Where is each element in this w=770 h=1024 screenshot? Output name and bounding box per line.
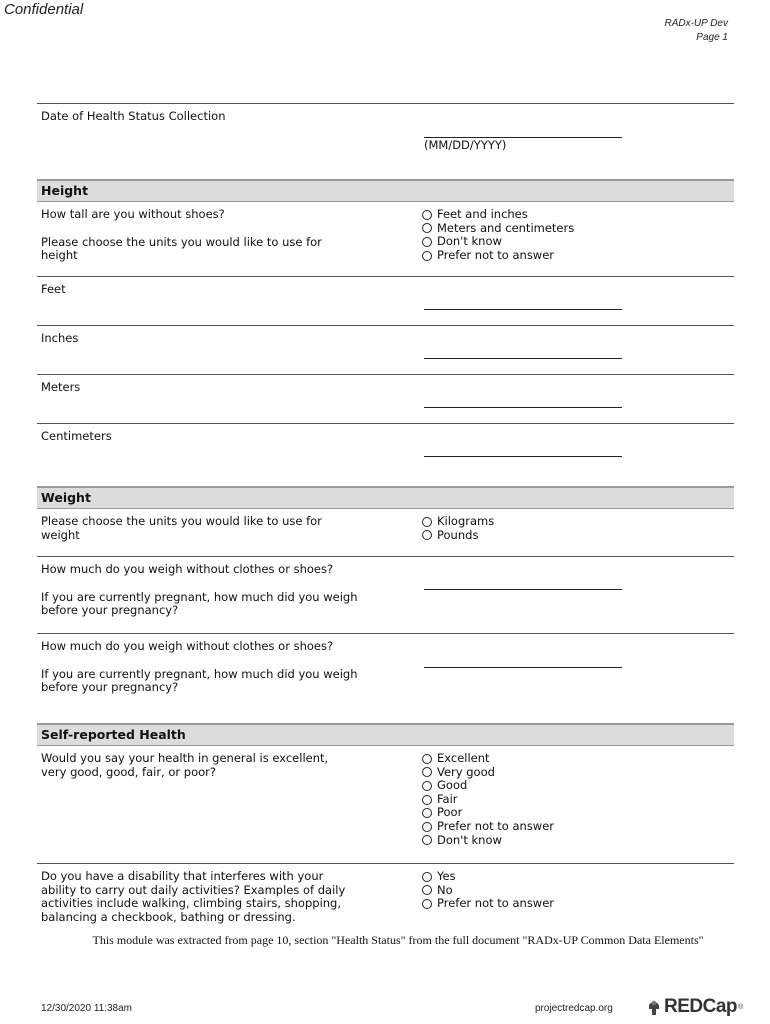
height-option-prefer-not[interactable] (422, 249, 574, 263)
confidential-label: Confidential (4, 1, 84, 18)
site-link[interactable]: projectredcap.org (535, 1003, 613, 1014)
radio-icon[interactable] (422, 767, 432, 777)
project-info (664, 17, 728, 45)
radio-icon[interactable] (422, 237, 432, 247)
weight-row-1 (37, 556, 734, 633)
project-name: RADx-UP Dev (664, 18, 728, 29)
redcap-logo-text: REDCap (664, 996, 738, 1017)
weight-units-question: Please choose the units you would like to use for weight (41, 514, 322, 542)
health-option-dont-know[interactable] (422, 834, 554, 848)
date-format-hint: (MM/DD/YYYY) (424, 138, 507, 152)
weigh-question-text: How much do you weigh without clothes or shoes? (41, 562, 334, 576)
date-collection-row (37, 103, 734, 179)
option-label: Feet and inches (437, 207, 528, 221)
radio-icon[interactable] (422, 210, 432, 220)
radio-icon[interactable] (422, 899, 432, 909)
page-number: Page 1 (696, 32, 728, 43)
disability-option-prefer-not[interactable] (422, 897, 554, 911)
height-units-row (37, 202, 734, 276)
health-option-prefer-not[interactable] (422, 820, 554, 834)
radio-icon[interactable] (422, 872, 432, 882)
weight-field-1[interactable] (424, 589, 622, 590)
meters-label: Meters (41, 380, 81, 394)
redcap-mark-icon (646, 998, 662, 1016)
module-source-note: This module was extracted from page 10, section "Health Status" from the full document "RADx-UP Common Data Elements" (92, 933, 704, 947)
height-option-meters-cm[interactable] (422, 222, 574, 236)
pregnancy-question-text: If you are currently pregnant, how much did you weigh before your pregnancy? (41, 589, 358, 618)
radio-icon[interactable] (422, 781, 432, 791)
height-option-dont-know[interactable] (422, 235, 574, 249)
registered-mark: ® (738, 1003, 743, 1011)
weight-units-options (422, 515, 494, 542)
health-option-good[interactable] (422, 779, 554, 793)
option-label: Very good (437, 764, 495, 779)
centimeters-field[interactable] (424, 456, 622, 457)
inches-row (37, 325, 734, 374)
weight-units-row (37, 509, 734, 556)
option-label: Prefer not to answer (437, 896, 555, 911)
option-label: Don't know (437, 832, 502, 847)
feet-row (37, 276, 734, 325)
weight-field-2[interactable] (424, 667, 622, 668)
height-question-text: How tall are you without shoes? (41, 207, 225, 221)
radio-icon[interactable] (422, 530, 432, 540)
general-health-question: Would you say your health in general is excellent, very good, good, fair, or poor? (41, 751, 329, 779)
feet-label: Feet (41, 282, 66, 296)
health-option-very-good[interactable] (422, 766, 554, 780)
option-label: Good (437, 778, 468, 793)
radio-icon[interactable] (422, 251, 432, 261)
timestamp: 12/30/2020 11:38am (41, 1003, 133, 1014)
option-label: Excellent (437, 751, 490, 765)
meters-row (37, 374, 734, 423)
weight-option-pounds[interactable] (422, 529, 494, 543)
health-status-form (37, 103, 734, 934)
radio-icon[interactable] (422, 835, 432, 845)
section-header-weight: Weight (37, 486, 734, 509)
radio-icon[interactable] (422, 808, 432, 818)
disability-row (37, 863, 734, 934)
option-label: Meters and centimeters (437, 220, 575, 235)
option-label: Yes (437, 869, 456, 883)
radio-icon[interactable] (422, 795, 432, 805)
option-label: Poor (437, 805, 463, 820)
option-label: Pounds (437, 527, 479, 542)
height-units-options (422, 208, 574, 262)
inches-field[interactable] (424, 358, 622, 359)
weigh-question-text: How much do you weigh without clothes or shoes? (41, 639, 334, 653)
height-units-text: Please choose the units you would like to use for height (41, 234, 322, 263)
option-label: Prefer not to answer (437, 247, 555, 262)
disability-question: Do you have a disability that interferes with your ability to carry out daily activities? Examples of daily activities include walking, climbing stairs, shopping, balancing a checkbook, bathing or dressing. (41, 869, 346, 924)
general-health-options (422, 752, 554, 847)
disability-option-no[interactable] (422, 884, 554, 898)
radio-icon[interactable] (422, 517, 432, 527)
weight-question-1 (41, 563, 361, 618)
inches-label: Inches (41, 331, 79, 345)
weight-option-kilograms[interactable] (422, 515, 494, 529)
section-header-height: Height (37, 179, 734, 202)
date-collection-label: Date of Health Status Collection (41, 109, 226, 123)
disability-option-yes[interactable] (422, 870, 554, 884)
option-label: Don't know (437, 234, 502, 249)
option-label: Kilograms (437, 514, 495, 528)
health-option-excellent[interactable] (422, 752, 554, 766)
radio-icon[interactable] (422, 754, 432, 764)
option-label: No (437, 882, 453, 897)
height-units-question (41, 208, 361, 263)
health-option-fair[interactable] (422, 793, 554, 807)
redcap-logo (646, 996, 743, 1018)
health-option-poor[interactable] (422, 806, 554, 820)
disability-options (422, 870, 554, 911)
option-label: Prefer not to answer (437, 818, 555, 833)
meters-field[interactable] (424, 407, 622, 408)
feet-field[interactable] (424, 309, 622, 310)
radio-icon[interactable] (422, 223, 432, 233)
radio-icon[interactable] (422, 822, 432, 832)
weight-row-2 (37, 633, 734, 723)
pregnancy-question-text: If you are currently pregnant, how much did you weigh before your pregnancy? (41, 666, 358, 695)
option-label: Fair (437, 791, 458, 806)
height-option-feet-inches[interactable] (422, 208, 574, 222)
radio-icon[interactable] (422, 885, 432, 895)
centimeters-row (37, 423, 734, 486)
section-header-self-reported-health: Self-reported Health (37, 723, 734, 746)
general-health-row (37, 746, 734, 863)
centimeters-label: Centimeters (41, 429, 112, 443)
weight-question-2 (41, 640, 361, 695)
